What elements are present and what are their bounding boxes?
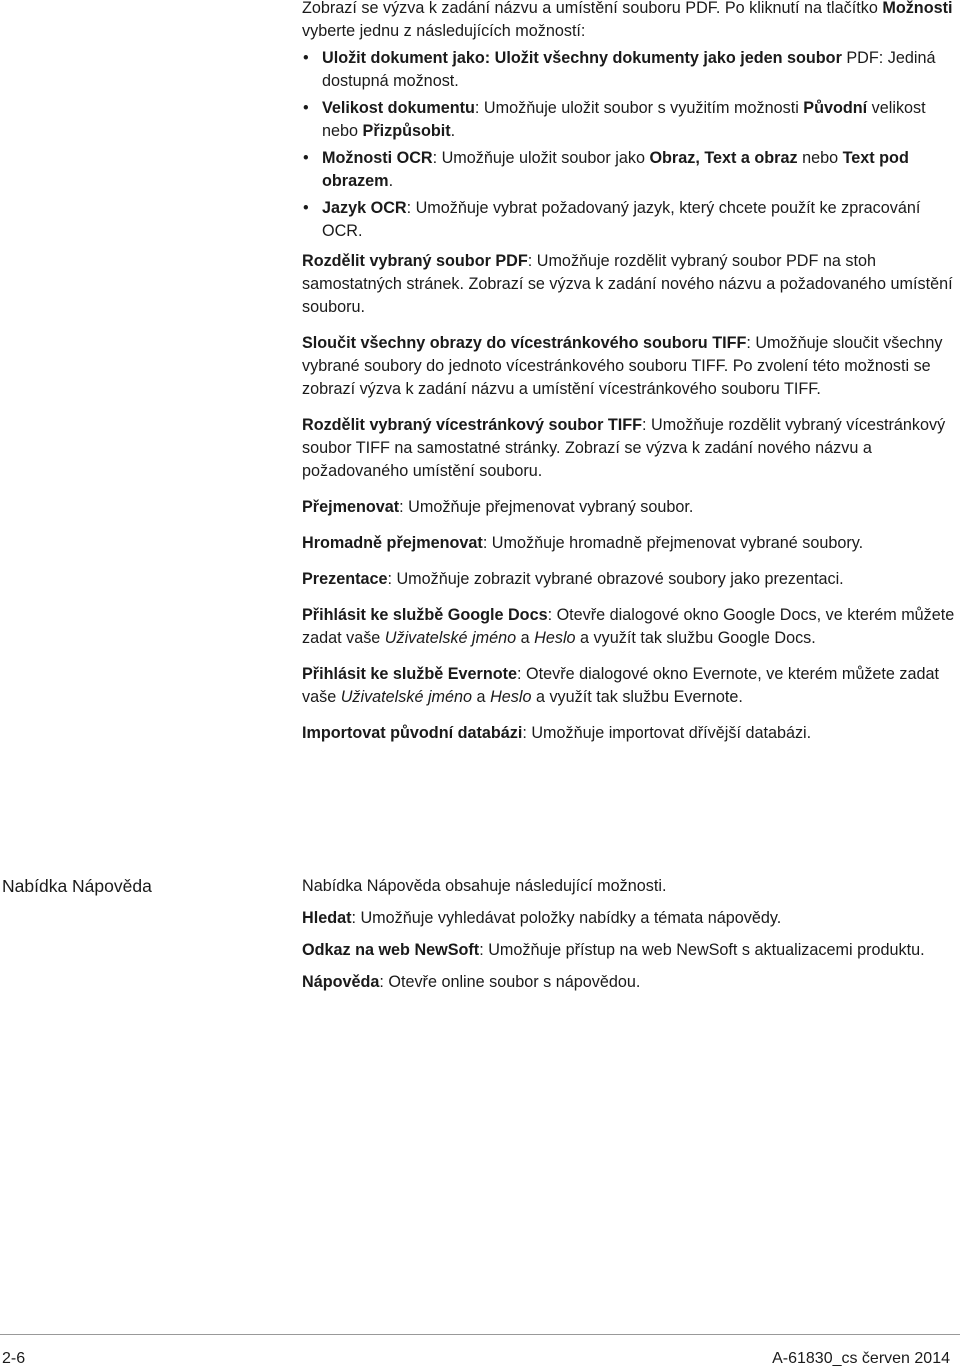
entry-google-docs xyxy=(302,604,956,650)
entry-label: Přejmenovat xyxy=(302,498,400,516)
option-label: Možnosti OCR xyxy=(322,149,433,167)
option-label: Velikost dokumentu xyxy=(322,99,475,117)
entry-label: Hromadně přejmenovat xyxy=(302,534,483,552)
intro-paragraph xyxy=(302,0,956,43)
footer-divider xyxy=(0,1334,960,1335)
entry-split-pdf xyxy=(302,250,956,319)
entry-text: : Otevře dialogové okno Google Docs, ve kterém můžete zadat vaše xyxy=(302,606,955,647)
list-item-document-size xyxy=(302,97,956,143)
options-list xyxy=(302,47,956,243)
page-number: 2-6 xyxy=(2,1350,26,1367)
bullet-icon: • xyxy=(303,199,309,217)
list-item-save-document-as xyxy=(302,47,956,93)
entry-merge-tiff xyxy=(302,332,956,401)
option-bold: Původní xyxy=(803,99,868,117)
entry-label: Rozdělit vybraný vícestránkový soubor TIFF xyxy=(302,416,643,434)
entry-italic: Heslo xyxy=(490,688,532,706)
help-item-newsoft-link xyxy=(302,939,956,962)
option-text: velikost nebo xyxy=(322,99,926,140)
entry-label: Sloučit všechny obrazy do vícestránkového souboru TIFF xyxy=(302,334,747,352)
entry-italic: Heslo xyxy=(534,629,576,647)
option-label: Uložit dokument jako: Uložit všechny dokumenty jako jeden soubor xyxy=(322,49,842,67)
entry-label: Prezentace xyxy=(302,570,388,588)
entry-text: : Umožňuje přejmenovat vybraný soubor. xyxy=(399,498,694,516)
option-label: Jazyk OCR xyxy=(322,199,407,217)
entry-label: Přihlásit ke službě Evernote xyxy=(302,665,518,683)
entry-text: a využít tak službu Google Docs. xyxy=(575,629,816,647)
entry-text: : Umožňuje rozdělit vybraný vícestránkový soubor TIFF na samostatné stránky. Zobrazí se výzva k zadání nového názvu a požadovaného umístění souboru. xyxy=(302,416,946,480)
entry-text: : Umožňuje vyhledávat položky nabídky a témata nápovědy. xyxy=(351,909,782,927)
option-text: . xyxy=(450,122,456,140)
entry-text: : Umožňuje hromadně přejmenovat vybrané soubory. xyxy=(482,534,864,552)
entry-text: : Umožňuje zobrazit vybrané obrazové soubory jako prezentaci. xyxy=(387,570,844,588)
entry-text: a xyxy=(472,688,491,706)
entry-presentation xyxy=(302,568,956,591)
main-content xyxy=(302,0,956,745)
bullet-icon: • xyxy=(303,99,309,117)
entry-rename xyxy=(302,496,956,519)
entry-label: Importovat původní databázi xyxy=(302,724,523,742)
help-menu-body xyxy=(302,875,956,994)
bullet-icon: • xyxy=(303,49,309,67)
intro-text: Zobrazí se výzva k zadání názvu a umístění souboru PDF. Po kliknutí na tlačítko xyxy=(302,0,883,17)
entry-label: Přihlásit ke službě Google Docs xyxy=(302,606,548,624)
help-item-help xyxy=(302,971,956,994)
entry-label: Odkaz na web NewSoft xyxy=(302,941,480,959)
help-item-search xyxy=(302,907,956,930)
entry-batch-rename xyxy=(302,532,956,555)
bullet-icon: • xyxy=(303,149,309,167)
entry-label: Nápověda xyxy=(302,973,380,991)
entry-text: : Umožňuje přístup na web NewSoft s aktualizacemi produktu. xyxy=(479,941,925,959)
option-text: . xyxy=(388,172,394,190)
option-text: : Umožňuje uložit soubor s využitím možnosti xyxy=(474,99,804,117)
entry-text: : Umožňuje sloučit všechny vybrané soubory do jednoto vícestránkového souboru TIFF. Po zvolení této možnosti se zobrazí výzva k zadání názvu a umístění vícestránkového souboru TIFF. xyxy=(302,334,943,398)
entry-label: Rozdělit vybraný soubor PDF xyxy=(302,252,528,270)
entry-split-tiff xyxy=(302,414,956,483)
entry-text: : Otevře dialogové okno Evernote, ve kterém můžete zadat vaše xyxy=(302,665,940,706)
entry-italic: Uživatelské jméno xyxy=(340,688,473,706)
option-text: nebo xyxy=(797,149,843,167)
intro-text-end: vyberte jednu z následujících možností: xyxy=(302,22,586,40)
list-item-ocr-options xyxy=(302,147,956,193)
entry-text: a využít tak službu Evernote. xyxy=(531,688,743,706)
option-bold: Přizpůsobit xyxy=(362,122,451,140)
entry-text: a xyxy=(516,629,535,647)
option-text: : Umožňuje vybrat požadovaný jazyk, který chcete použít ke zpracování OCR. xyxy=(322,199,921,240)
option-text: PDF: Jediná dostupná možnost. xyxy=(322,49,936,90)
entry-import-database xyxy=(302,722,956,745)
document-id: A-61830_cs červen 2014 xyxy=(772,1350,950,1367)
entry-italic: Uživatelské jméno xyxy=(384,629,517,647)
option-bold: Obraz, Text a obraz xyxy=(649,149,798,167)
intro-bold-options: Možnosti xyxy=(882,0,953,17)
option-bold: Text pod obrazem xyxy=(322,149,909,190)
list-item-ocr-language xyxy=(302,197,956,243)
entry-text: : Otevře online soubor s nápovědou. xyxy=(379,973,641,991)
help-menu-intro: Nabídka Nápověda obsahuje následující možnosti. xyxy=(302,877,667,895)
option-text: : Umožňuje uložit soubor jako xyxy=(432,149,650,167)
section-heading: Nabídka Nápověda xyxy=(2,876,152,896)
entry-evernote xyxy=(302,663,956,709)
entry-label: Hledat xyxy=(302,909,352,927)
entry-text: : Umožňuje rozdělit vybraný soubor PDF na stoh samostatných stránek. Zobrazí se výzva k zadání nového názvu a požadovaného umístění souboru. xyxy=(302,252,953,316)
entry-text: : Umožňuje importovat dřívější databázi. xyxy=(522,724,812,742)
